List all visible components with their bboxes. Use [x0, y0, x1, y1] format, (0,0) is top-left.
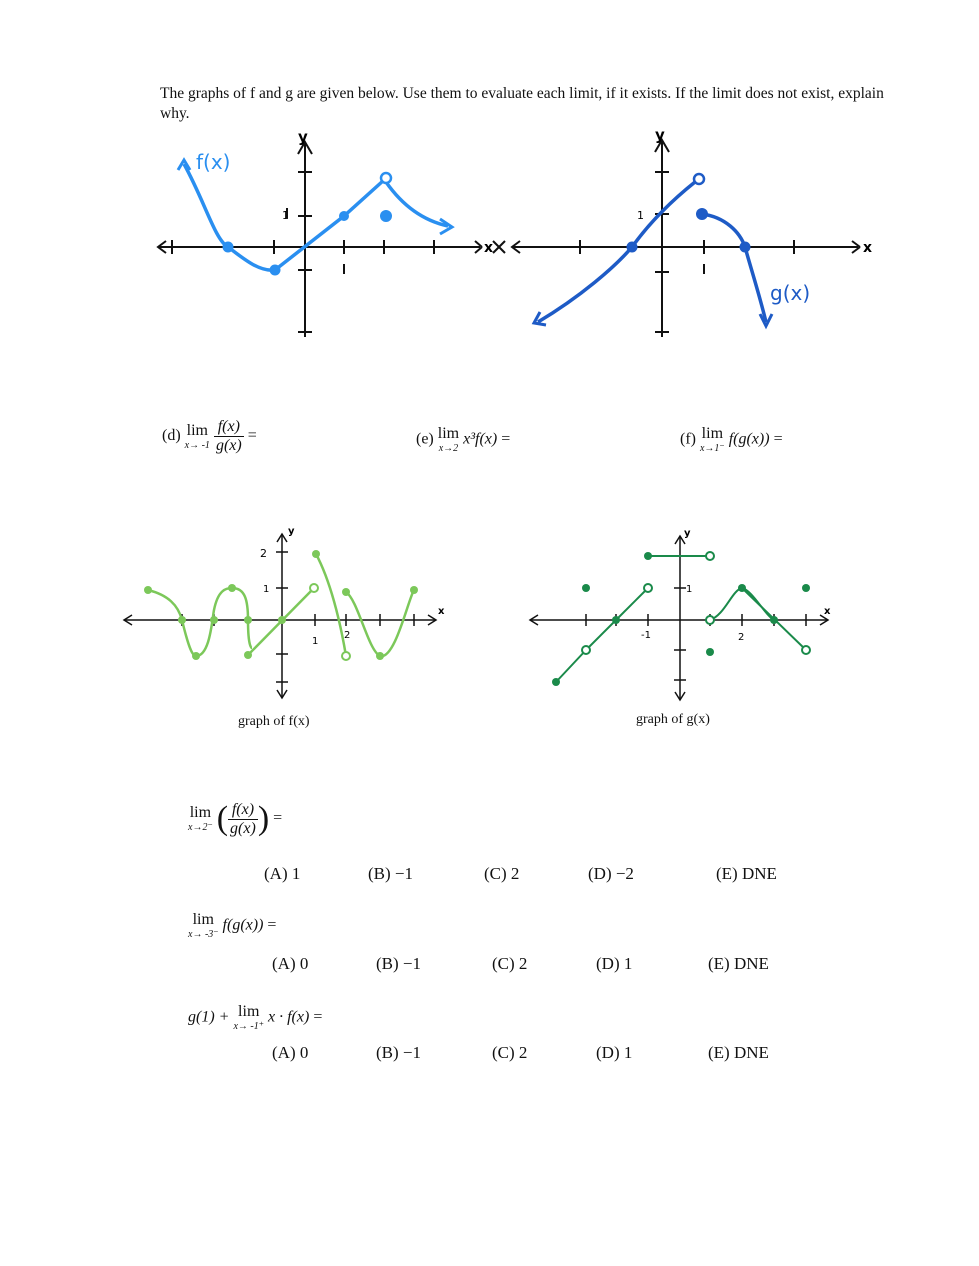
- problem-d: [162, 418, 257, 455]
- g2-open-point: [802, 646, 810, 654]
- f2-point: [410, 586, 418, 594]
- q3-option-d[interactable]: (D) 1: [596, 1043, 633, 1062]
- limit-expression: f(g(x)): [728, 430, 770, 448]
- f2-point: [342, 588, 350, 596]
- f-point: [270, 265, 281, 276]
- q1-option-e[interactable]: (E) DNE: [716, 864, 777, 883]
- g2-graph-axes: [530, 536, 828, 700]
- question-2: [188, 912, 276, 940]
- lim-sub: x→2: [438, 443, 459, 454]
- equals: =: [273, 809, 283, 827]
- f-graph-y-label: y: [298, 128, 308, 146]
- f2-graph-axes: [124, 534, 436, 698]
- f2-open-point: [342, 652, 350, 660]
- f2-x-label: x: [438, 606, 445, 617]
- lim-word: lim: [437, 425, 460, 442]
- g-curve-right: [702, 214, 766, 322]
- equals: =: [501, 430, 511, 448]
- frac-den: g(x): [215, 437, 242, 454]
- g-curve-left: [538, 182, 695, 322]
- f-point: [339, 211, 349, 221]
- question-3: [188, 1004, 322, 1032]
- q1-option-a[interactable]: (A) 1: [264, 864, 301, 883]
- equals: =: [247, 427, 257, 445]
- g2-x-label: x: [824, 606, 831, 617]
- lim-sub: x→ -1⁺: [233, 1021, 264, 1032]
- g2-point: [706, 648, 714, 656]
- f2-point: [244, 651, 252, 659]
- g-graph-x-label: x: [863, 240, 873, 256]
- f2-curve-left: [148, 588, 252, 656]
- problem-f-label: (f): [680, 430, 696, 448]
- g-graph-axes: [512, 140, 860, 337]
- q3-option-b[interactable]: (B) −1: [376, 1043, 421, 1062]
- g2-point: [644, 552, 652, 560]
- g2-point: [612, 616, 620, 624]
- g2-open-point: [644, 584, 652, 592]
- lim-word: lim: [189, 804, 212, 821]
- q1-option-b[interactable]: (B) −1: [368, 864, 413, 883]
- g2-tick-y1: 1: [686, 584, 693, 595]
- problem-e-label: (e): [416, 430, 434, 448]
- f-curve-tail: [386, 182, 448, 226]
- g2-tick-xm1: -1: [641, 630, 651, 641]
- f2-point: [244, 616, 252, 624]
- f2-tick-x2: 2: [344, 630, 351, 641]
- g2-segment-b: [616, 588, 648, 620]
- lim-word: lim: [192, 911, 214, 928]
- lim-word: lim: [186, 421, 208, 439]
- g2-open-point: [706, 616, 714, 624]
- frac-num: f(x): [228, 801, 258, 820]
- problem-d-label: (d): [162, 427, 181, 445]
- q2-option-c[interactable]: (C) 2: [492, 954, 528, 973]
- f2-point: [278, 616, 286, 624]
- f2-point: [228, 584, 236, 592]
- g2-segment-a: [556, 650, 586, 682]
- f-filled-point: [380, 210, 392, 222]
- g-point: [740, 242, 751, 253]
- q2-option-a[interactable]: (A) 0: [272, 954, 309, 973]
- q1-option-d[interactable]: (D) −2: [588, 864, 634, 883]
- problem-f: [680, 426, 783, 454]
- q2-option-d[interactable]: (D) 1: [596, 954, 633, 973]
- equals: =: [267, 916, 277, 934]
- q3-option-c[interactable]: (C) 2: [492, 1043, 528, 1062]
- frac-den: g(x): [230, 819, 256, 837]
- f2-point: [178, 616, 186, 624]
- lim-sub: x→ -1: [184, 439, 210, 451]
- limit-expression: f(g(x)): [222, 916, 264, 934]
- problem-e: [416, 426, 510, 454]
- f2-point: [376, 652, 384, 660]
- f2-curve-right: [316, 554, 346, 656]
- g2-point: [582, 584, 590, 592]
- f-graph-x-label: x: [484, 240, 494, 256]
- equals: =: [773, 430, 783, 448]
- f2-open-point: [310, 584, 318, 592]
- q2-option-e[interactable]: (E) DNE: [708, 954, 769, 973]
- equals: =: [313, 1008, 323, 1026]
- f2-tick-x1: 1: [312, 636, 319, 647]
- g-of-1-term: g(1) +: [188, 1008, 230, 1026]
- g2-y-label: y: [684, 528, 691, 539]
- g2-segment-b2: [586, 620, 616, 650]
- limit-expression: x³f(x): [463, 430, 498, 448]
- lim-sub: x→2⁻: [188, 822, 213, 833]
- g2-point: [552, 678, 560, 686]
- g2-tick-x2: 2: [738, 632, 745, 643]
- g2-point: [770, 616, 778, 624]
- g2-open-point: [582, 646, 590, 654]
- question-1: lim x→2⁻ ( $\frac{f(x)}{g(x)}$ ) =: [188, 800, 283, 837]
- f-graph-label: f(x): [196, 150, 231, 174]
- f-point: [223, 242, 234, 253]
- instructions-text: The graphs of f and g are given below. Use them to evaluate each limit, if it exists. If the limit does not exist, explain why.: [160, 85, 884, 122]
- g-point: [627, 242, 638, 253]
- g2-point: [802, 584, 810, 592]
- g-graph-y-label: y: [655, 126, 665, 144]
- f-graph-tick-one: 1: [282, 209, 289, 222]
- q3-option-e[interactable]: (E) DNE: [708, 1043, 769, 1062]
- limit-expression: x · f(x): [268, 1008, 310, 1026]
- g2-point: [738, 584, 746, 592]
- g-open-point: [694, 174, 704, 184]
- f2-point: [192, 652, 200, 660]
- f2-point: [210, 616, 218, 624]
- q1-option-c[interactable]: (C) 2: [484, 864, 520, 883]
- g-graph-tick-one: 1: [637, 209, 644, 222]
- lim-sub: x→1⁻: [699, 443, 725, 454]
- g-filled-point: [696, 208, 708, 220]
- frac-num: f(x): [214, 418, 244, 437]
- lim-word: lim: [701, 425, 724, 442]
- g2-open-point: [706, 552, 714, 560]
- caption-g: graph of g(x): [636, 712, 710, 727]
- g-graph-label: g(x): [770, 281, 811, 305]
- q2-option-b[interactable]: (B) −1: [376, 954, 421, 973]
- f2-tick-y2: 2: [260, 547, 267, 560]
- middle-graphs: [0, 520, 979, 720]
- lim-sub: x→ -3⁻: [188, 929, 219, 940]
- lim-word: lim: [238, 1003, 260, 1020]
- f2-y-label: y: [288, 526, 295, 537]
- caption-f: graph of f(x): [238, 714, 310, 729]
- f2-tick-y1: 1: [263, 584, 270, 595]
- top-graphs: [0, 122, 979, 382]
- f-open-point: [381, 173, 391, 183]
- f2-point: [144, 586, 152, 594]
- q3-option-a[interactable]: (A) 0: [272, 1043, 309, 1062]
- f2-point: [312, 550, 320, 558]
